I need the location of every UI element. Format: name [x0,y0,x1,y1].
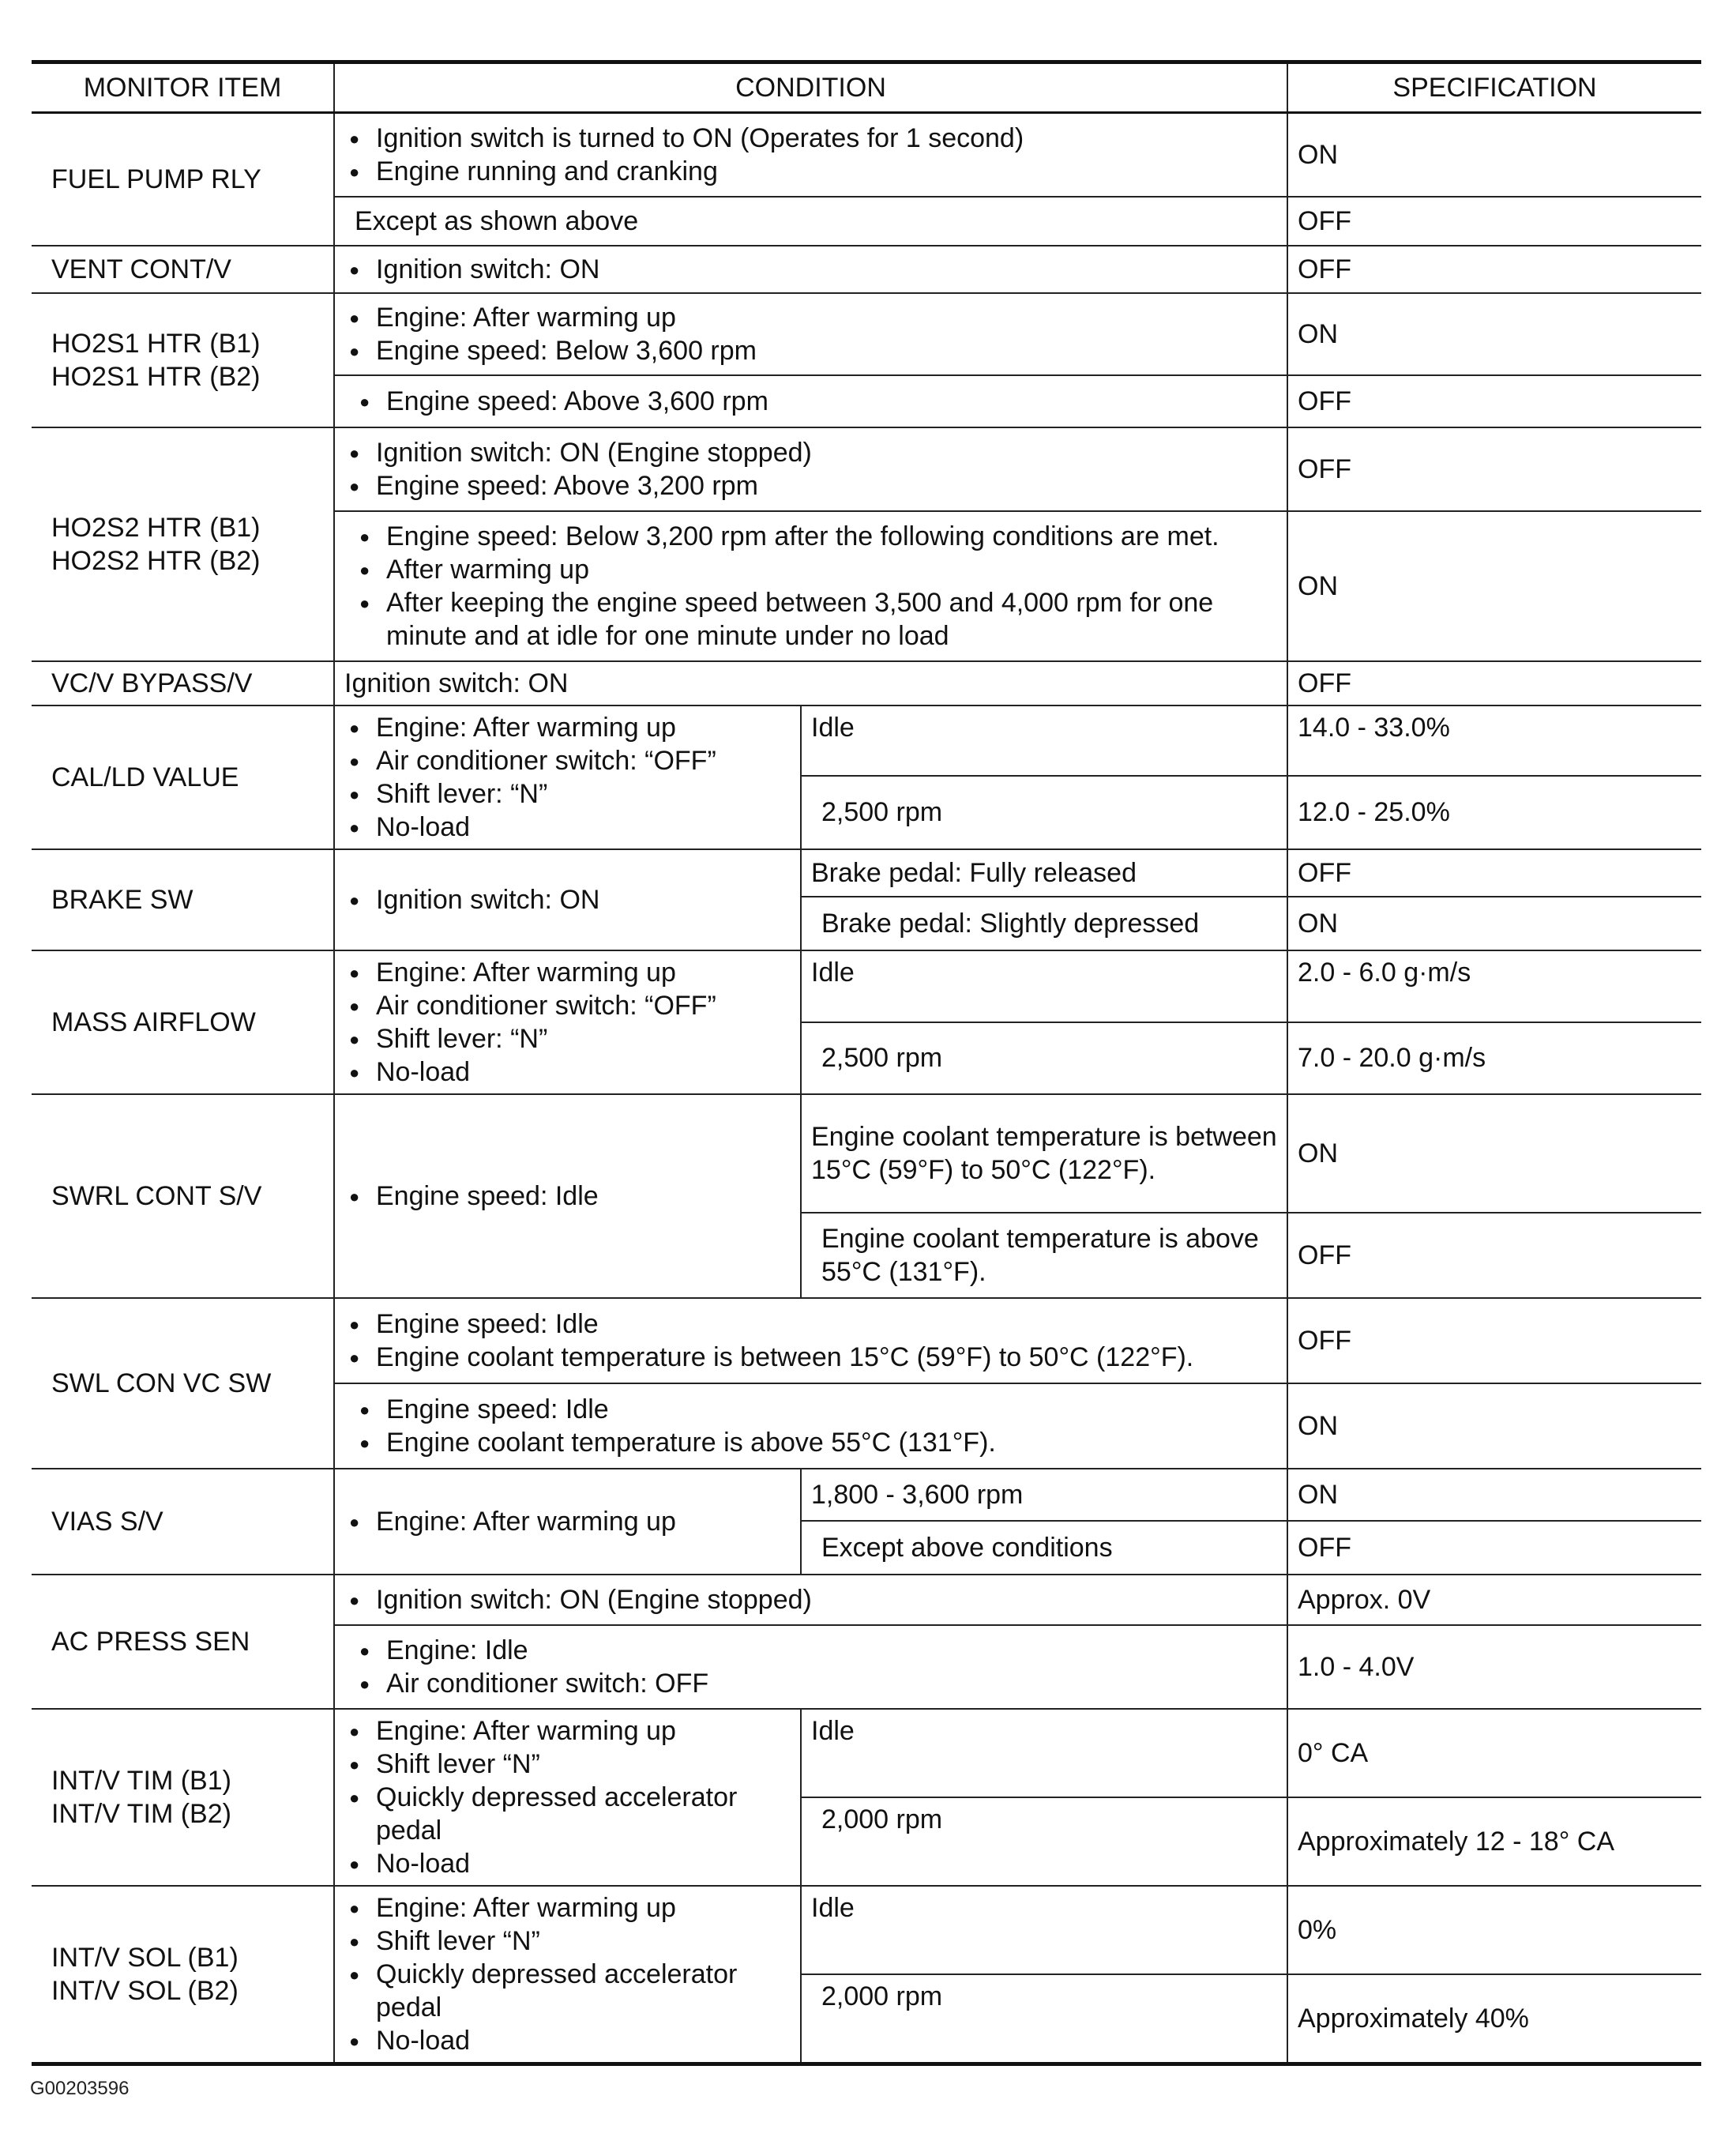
table-row [32,113,1701,197]
sub-condition-cell: Idle [801,950,1287,1022]
header-monitor-item: MONITOR ITEM [32,62,334,113]
condition-bullet: ● Engine speed: Idle [355,1393,1277,1426]
condition-list [344,253,1277,286]
condition-bullet: ● Engine: After warming up [344,1505,791,1538]
monitor-item-line: INT/V TIM (B2) [51,1798,231,1829]
monitor-item-cell [32,1709,334,1886]
condition-bullet: ● No-load [344,1055,791,1089]
monitor-item-cell: VIAS S/V [32,1469,334,1575]
condition-list [355,385,1277,418]
condition-bullet: ● Air conditioner switch: “OFF” [344,989,791,1022]
sub-condition-cell: Brake pedal: Fully released [801,849,1287,897]
condition-bullet: ● Ignition switch: ON [344,883,791,916]
table-row [32,705,1701,777]
sub-condition-cell: 2,500 rpm [801,1022,1287,1094]
monitor-item-cell: VC/V BYPASS/V [32,661,334,705]
monitor-item-cell [32,293,334,427]
condition-list [344,883,791,916]
monitor-item-cell [32,1886,334,2064]
condition-cell [334,427,1287,511]
condition-list [344,1583,1277,1616]
specification-cell: Approximately 40% [1287,1974,1701,2064]
specification-cell: OFF [1287,246,1701,293]
condition-bullet: ● Quickly depressed accelerator pedal [344,1958,791,2024]
condition-bullet: ● Engine: After warming up [344,1891,791,1925]
table-row [32,1575,1701,1625]
monitor-item-cell: CAL/LD VALUE [32,705,334,849]
sub-condition-cell: Idle [801,705,1287,777]
header-specification: SPECIFICATION [1287,62,1701,113]
specification-cell: 14.0 - 33.0% [1287,705,1701,777]
monitor-item-cell: VENT CONT/V [32,246,334,293]
condition-cell [334,849,801,950]
condition-bullet: ● Engine: Idle [355,1634,1277,1667]
specification-cell: ON [1287,1094,1701,1213]
table-row [32,1469,1701,1521]
condition-bullet: ● Engine speed: Idle [344,1180,791,1213]
specification-cell: OFF [1287,1298,1701,1383]
condition-bullet: ● Engine: After warming up [344,1714,791,1748]
condition-cell [334,1575,1287,1625]
table-row [32,1886,1701,1975]
condition-list [344,1180,791,1213]
condition-list [344,1891,791,2057]
specification-cell: OFF [1287,1213,1701,1298]
specification-cell: ON [1287,897,1701,950]
condition-bullet: ● Engine running and cranking [344,155,1277,188]
condition-list [355,1393,1277,1459]
condition-cell [334,1886,801,2064]
specification-cell: OFF [1287,197,1701,246]
condition-bullet: ● Ignition switch: ON (Engine stopped) [344,1583,1277,1616]
specification-cell: ON [1287,113,1701,197]
specification-cell: 0° CA [1287,1709,1701,1797]
monitor-item-cell: SWL CON VC SW [32,1298,334,1469]
sub-condition-cell: Idle [801,1709,1287,1797]
specification-cell: Approx. 0V [1287,1575,1701,1625]
condition-cell [334,1383,1287,1469]
condition-list [355,1634,1277,1700]
condition-bullet: ● Quickly depressed accelerator pedal [344,1781,791,1847]
sub-condition-cell: 2,000 rpm [801,1974,1287,2064]
table-row [32,1709,1701,1797]
specification-cell: 0% [1287,1886,1701,1975]
condition-cell [334,1094,801,1298]
specification-cell: 12.0 - 25.0% [1287,776,1701,848]
header-row [32,62,1701,113]
monitor-item-line: INT/V SOL (B2) [51,1975,239,2006]
condition-bullet: ● After keeping the engine speed between 3,500 and 4,000 rpm for one minute and at idle for one minute under no load [355,586,1277,653]
figure-id: G00203596 [30,2078,130,2099]
condition-list [344,301,1277,367]
condition-bullet: ● No-load [344,811,791,844]
specification-cell: ON [1287,511,1701,661]
condition-bullet: ● Engine speed: Above 3,600 rpm [355,385,1277,418]
sub-condition-cell: Engine coolant temperature is above 55°C (131°F). [801,1213,1287,1298]
condition-bullet: ● Ignition switch is turned to ON (Operates for 1 second) [344,122,1277,155]
condition-bullet: ● No-load [344,1847,791,1880]
monitor-item-cell: BRAKE SW [32,849,334,950]
table-row [32,1094,1701,1213]
table-row [32,849,1701,897]
specification-cell: OFF [1287,1521,1701,1575]
condition-bullet: ● Engine speed: Below 3,200 rpm after the following conditions are met. [355,520,1277,553]
table-row [32,293,1701,375]
condition-bullet: ● Engine speed: Idle [344,1308,1277,1341]
condition-bullet: ● Engine coolant temperature is above 55°C (131°F). [355,1426,1277,1459]
monitor-item-line: HO2S1 HTR (B2) [51,361,261,392]
monitor-spec-page [32,60,1701,2066]
monitor-item-line: INT/V TIM (B1) [51,1765,231,1796]
condition-bullet: ● Shift lever: “N” [344,777,791,811]
condition-bullet: ● Shift lever “N” [344,1748,791,1781]
condition-bullet: ● Ignition switch: ON (Engine stopped) [344,436,1277,469]
condition-bullet: ● Air conditioner switch: “OFF” [344,744,791,777]
monitor-item-cell: MASS AIRFLOW [32,950,334,1094]
sub-condition-cell: 2,500 rpm [801,776,1287,848]
condition-cell [334,293,1287,375]
condition-list [344,956,791,1089]
monitor-item-cell [32,427,334,661]
condition-list [344,1714,791,1880]
sub-condition-cell: Idle [801,1886,1287,1975]
condition-cell: Ignition switch: ON [334,661,1287,705]
monitor-item-line: INT/V SOL (B1) [51,1942,239,1973]
condition-list [344,436,1277,502]
table-row [32,427,1701,511]
specification-cell: 2.0 - 6.0 g·m/s [1287,950,1701,1022]
header-condition: CONDITION [334,62,1287,113]
table-row [32,661,1701,705]
condition-cell: Except as shown above [334,197,1287,246]
condition-cell [334,1709,801,1886]
condition-list [344,1505,791,1538]
sub-condition-cell: 1,800 - 3,600 rpm [801,1469,1287,1521]
table-row [32,246,1701,293]
condition-bullet: ● Engine coolant temperature is between 15°C (59°F) to 50°C (122°F). [344,1341,1277,1374]
monitor-item-line: HO2S1 HTR (B1) [51,328,261,359]
sub-condition-cell: Except above conditions [801,1521,1287,1575]
monitor-item-cell: AC PRESS SEN [32,1575,334,1709]
condition-cell [334,246,1287,293]
condition-bullet: ● Engine speed: Below 3,600 rpm [344,334,1277,367]
specification-cell: 7.0 - 20.0 g·m/s [1287,1022,1701,1094]
specification-cell: Approximately 12 - 18° CA [1287,1797,1701,1886]
sub-condition-cell: Engine coolant temperature is between 15°C (59°F) to 50°C (122°F). [801,1094,1287,1213]
condition-bullet: ● Shift lever “N” [344,1925,791,1958]
condition-cell [334,705,801,849]
specification-cell: OFF [1287,849,1701,897]
condition-cell [334,511,1287,661]
condition-bullet: ● Ignition switch: ON [344,253,1277,286]
condition-cell [334,1625,1287,1709]
condition-list [344,122,1277,188]
condition-cell [334,375,1287,427]
condition-cell [334,1298,1287,1383]
monitor-item-line: HO2S2 HTR (B2) [51,545,261,576]
specification-cell: ON [1287,293,1701,375]
condition-cell [334,1469,801,1575]
condition-list [344,711,791,844]
table-row [32,1298,1701,1383]
condition-bullet: ● No-load [344,2024,791,2057]
condition-list [344,1308,1277,1374]
condition-bullet: ● Engine: After warming up [344,956,791,989]
monitor-item-cell: SWRL CONT S/V [32,1094,334,1298]
condition-bullet: ● Engine: After warming up [344,301,1277,334]
monitor-item-line: HO2S2 HTR (B1) [51,512,261,543]
condition-bullet: ● Air conditioner switch: OFF [355,1667,1277,1700]
condition-bullet: ● Shift lever: “N” [344,1022,791,1055]
condition-bullet: ● Engine speed: Above 3,200 rpm [344,469,1277,502]
monitor-item-cell: FUEL PUMP RLY [32,113,334,246]
condition-bullet: ● After warming up [355,553,1277,586]
condition-bullet: ● Engine: After warming up [344,711,791,744]
condition-cell [334,950,801,1094]
specification-cell: ON [1287,1383,1701,1469]
monitor-spec-table [32,60,1701,2066]
specification-cell: OFF [1287,375,1701,427]
sub-condition-cell: 2,000 rpm [801,1797,1287,1886]
condition-cell [334,113,1287,197]
sub-condition-cell: Brake pedal: Slightly depressed [801,897,1287,950]
condition-list [355,520,1277,653]
specification-cell: OFF [1287,427,1701,511]
specification-cell: OFF [1287,661,1701,705]
specification-cell: ON [1287,1469,1701,1521]
specification-cell: 1.0 - 4.0V [1287,1625,1701,1709]
table-row [32,950,1701,1022]
